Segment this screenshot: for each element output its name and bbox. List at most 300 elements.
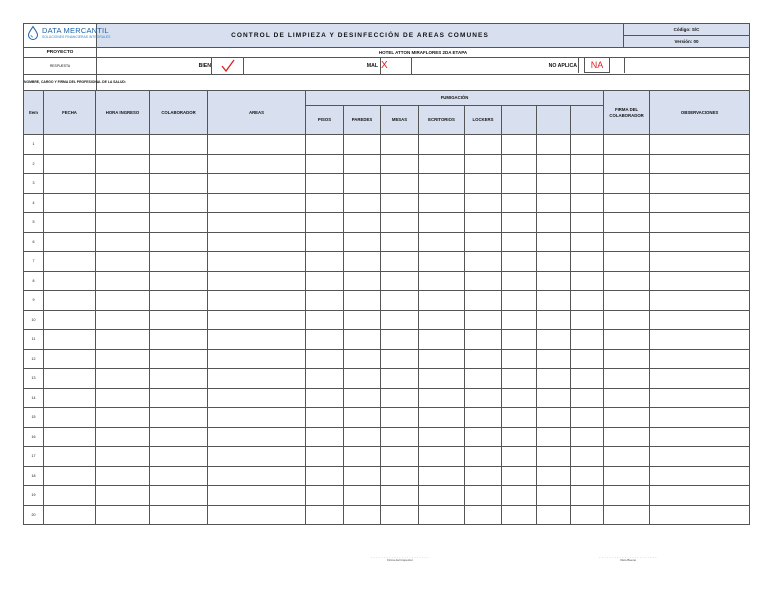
table-cell[interactable] — [419, 447, 465, 467]
table-cell[interactable] — [465, 349, 502, 369]
table-cell[interactable] — [96, 252, 150, 272]
table-cell[interactable] — [604, 193, 650, 213]
table-cell[interactable] — [44, 330, 96, 350]
table-cell[interactable] — [571, 291, 604, 311]
table-cell[interactable] — [537, 369, 571, 389]
table-cell[interactable] — [571, 466, 604, 486]
table-cell[interactable] — [650, 466, 750, 486]
table-cell[interactable] — [344, 213, 381, 233]
table-cell[interactable] — [571, 193, 604, 213]
table-cell[interactable] — [344, 486, 381, 506]
table-row — [24, 135, 750, 155]
table-cell[interactable] — [571, 427, 604, 447]
table-cell[interactable] — [306, 310, 344, 330]
row-item-number: 9 — [24, 291, 44, 311]
table-cell[interactable] — [344, 466, 381, 486]
table-cell[interactable] — [502, 232, 537, 252]
table-cell[interactable] — [96, 447, 150, 467]
table-cell[interactable] — [381, 486, 419, 506]
table-cell[interactable] — [344, 388, 381, 408]
table-cell[interactable] — [306, 408, 344, 428]
table-cell[interactable] — [96, 174, 150, 194]
table-row — [24, 252, 750, 272]
table-cell[interactable] — [502, 388, 537, 408]
table-cell[interactable] — [650, 310, 750, 330]
subcol-paredes: PAREDES — [344, 106, 381, 135]
table-cell[interactable] — [419, 232, 465, 252]
table-cell[interactable] — [571, 388, 604, 408]
table-cell[interactable] — [208, 466, 306, 486]
table-cell[interactable] — [419, 271, 465, 291]
table-cell[interactable] — [650, 330, 750, 350]
table-cell[interactable] — [502, 330, 537, 350]
table-cell[interactable] — [96, 310, 150, 330]
table-cell[interactable] — [44, 408, 96, 428]
table-cell[interactable] — [381, 135, 419, 155]
row-item-number: 3 — [24, 174, 44, 194]
table-cell[interactable] — [537, 271, 571, 291]
table-cell[interactable] — [537, 174, 571, 194]
table-cell[interactable] — [96, 505, 150, 525]
subcol-lockers: LOCKERS — [465, 106, 502, 135]
row-item-number: 8 — [24, 271, 44, 291]
table-cell[interactable] — [150, 505, 208, 525]
table-cell[interactable] — [419, 252, 465, 272]
table-cell[interactable] — [571, 349, 604, 369]
table-cell[interactable] — [604, 154, 650, 174]
table-cell[interactable] — [502, 369, 537, 389]
table-cell[interactable] — [604, 252, 650, 272]
table-cell[interactable] — [537, 135, 571, 155]
table-cell[interactable] — [502, 310, 537, 330]
table-cell[interactable] — [502, 135, 537, 155]
table-cell[interactable] — [537, 447, 571, 467]
table-cell[interactable] — [571, 252, 604, 272]
table-cell[interactable] — [150, 174, 208, 194]
table-cell[interactable] — [419, 213, 465, 233]
table-cell[interactable] — [344, 232, 381, 252]
table-cell[interactable] — [650, 388, 750, 408]
table-cell[interactable] — [306, 154, 344, 174]
table-cell[interactable] — [44, 427, 96, 447]
table-cell[interactable] — [571, 447, 604, 467]
table-cell[interactable] — [604, 486, 650, 506]
table-cell[interactable] — [502, 291, 537, 311]
table-cell[interactable] — [537, 330, 571, 350]
table-cell[interactable] — [419, 291, 465, 311]
table-cell[interactable] — [150, 271, 208, 291]
table-cell[interactable] — [571, 154, 604, 174]
table-cell[interactable] — [150, 466, 208, 486]
table-cell[interactable] — [344, 330, 381, 350]
table-cell[interactable] — [96, 135, 150, 155]
table-cell[interactable] — [150, 252, 208, 272]
table-cell[interactable] — [150, 232, 208, 252]
table-cell[interactable] — [150, 447, 208, 467]
table-cell[interactable] — [537, 213, 571, 233]
table-cell[interactable] — [604, 213, 650, 233]
table-row — [24, 486, 750, 506]
table-cell[interactable] — [306, 486, 344, 506]
table-cell[interactable] — [306, 466, 344, 486]
table-cell[interactable] — [44, 193, 96, 213]
table-cell[interactable] — [96, 349, 150, 369]
table-cell[interactable] — [306, 193, 344, 213]
table-cell[interactable] — [465, 193, 502, 213]
table-cell[interactable] — [344, 135, 381, 155]
table-cell[interactable] — [571, 310, 604, 330]
table-cell[interactable] — [465, 291, 502, 311]
subcol-mesas: MESAS — [381, 106, 419, 135]
table-cell[interactable] — [465, 310, 502, 330]
table-cell[interactable] — [604, 291, 650, 311]
table-cell[interactable] — [344, 154, 381, 174]
table-cell[interactable] — [208, 349, 306, 369]
table-cell[interactable] — [96, 213, 150, 233]
row-item-number: 7 — [24, 252, 44, 272]
table-cell[interactable] — [604, 330, 650, 350]
table-cell[interactable] — [344, 369, 381, 389]
table-cell[interactable] — [306, 427, 344, 447]
table-cell[interactable] — [381, 369, 419, 389]
table-cell[interactable] — [419, 135, 465, 155]
table-cell[interactable] — [150, 388, 208, 408]
table-cell[interactable] — [571, 271, 604, 291]
table-cell[interactable] — [502, 271, 537, 291]
table-cell[interactable] — [419, 408, 465, 428]
table-cell[interactable] — [344, 193, 381, 213]
table-cell[interactable] — [96, 427, 150, 447]
table-cell[interactable] — [650, 271, 750, 291]
no-aplica-mark[interactable]: NA — [584, 57, 610, 73]
table-cell[interactable] — [344, 271, 381, 291]
table-cell[interactable] — [306, 505, 344, 525]
table-cell[interactable] — [44, 447, 96, 467]
table-cell[interactable] — [571, 174, 604, 194]
table-cell[interactable] — [502, 349, 537, 369]
table-cell[interactable] — [604, 310, 650, 330]
table-cell[interactable] — [44, 349, 96, 369]
table-cell[interactable] — [208, 135, 306, 155]
table-cell[interactable] — [44, 466, 96, 486]
table-cell[interactable] — [96, 486, 150, 506]
table-cell[interactable] — [96, 232, 150, 252]
table-cell[interactable] — [571, 505, 604, 525]
table-cell[interactable] — [96, 408, 150, 428]
table-cell[interactable] — [465, 154, 502, 174]
table-cell[interactable] — [465, 466, 502, 486]
table-cell[interactable] — [96, 291, 150, 311]
row-item-number: 1 — [24, 135, 44, 155]
table-cell[interactable] — [306, 291, 344, 311]
table-cell[interactable] — [419, 193, 465, 213]
table-cell[interactable] — [419, 505, 465, 525]
table-cell[interactable] — [502, 447, 537, 467]
table-cell[interactable] — [44, 291, 96, 311]
table-cell[interactable] — [381, 466, 419, 486]
bien-box[interactable] — [211, 57, 244, 75]
table-cell[interactable] — [650, 252, 750, 272]
table-cell[interactable] — [465, 447, 502, 467]
table-cell[interactable] — [44, 369, 96, 389]
table-cell[interactable] — [208, 310, 306, 330]
table-cell[interactable] — [96, 271, 150, 291]
table-cell[interactable] — [465, 330, 502, 350]
table-cell[interactable] — [150, 349, 208, 369]
table-cell[interactable] — [44, 252, 96, 272]
table-cell[interactable] — [306, 174, 344, 194]
table-cell[interactable] — [44, 388, 96, 408]
table-cell[interactable] — [150, 291, 208, 311]
table-cell[interactable] — [44, 174, 96, 194]
table-cell[interactable] — [306, 252, 344, 272]
table-cell[interactable] — [502, 193, 537, 213]
table-cell[interactable] — [44, 271, 96, 291]
table-cell[interactable] — [208, 369, 306, 389]
table-cell[interactable] — [208, 427, 306, 447]
table-cell[interactable] — [344, 252, 381, 272]
table-cell[interactable] — [306, 330, 344, 350]
table-cell[interactable] — [344, 408, 381, 428]
nombre-value[interactable] — [97, 75, 750, 91]
table-cell[interactable] — [502, 174, 537, 194]
table-cell[interactable] — [604, 505, 650, 525]
table-cell[interactable] — [381, 349, 419, 369]
table-cell[interactable] — [150, 193, 208, 213]
table-cell[interactable] — [650, 447, 750, 467]
table-cell[interactable] — [96, 330, 150, 350]
table-cell[interactable] — [604, 349, 650, 369]
table-cell[interactable] — [306, 213, 344, 233]
table-cell[interactable] — [571, 330, 604, 350]
table-cell[interactable] — [150, 369, 208, 389]
nombre-label: NOMBRE, CARGO Y FIRMA DEL PROFESIONAL DE LA SALUD: — [24, 75, 97, 91]
table-cell[interactable] — [150, 427, 208, 447]
table-cell[interactable] — [650, 174, 750, 194]
table-cell[interactable] — [381, 408, 419, 428]
table-cell[interactable] — [650, 349, 750, 369]
table-cell[interactable] — [344, 291, 381, 311]
table-cell[interactable] — [208, 271, 306, 291]
inspection-table — [23, 90, 750, 525]
table-cell[interactable] — [44, 135, 96, 155]
table-cell[interactable] — [604, 466, 650, 486]
table-cell[interactable] — [44, 486, 96, 506]
table-cell[interactable] — [537, 291, 571, 311]
table-cell[interactable] — [150, 486, 208, 506]
table-cell[interactable] — [537, 232, 571, 252]
table-cell[interactable] — [344, 174, 381, 194]
row-item-number: 10 — [24, 310, 44, 330]
table-cell[interactable] — [502, 427, 537, 447]
table-cell[interactable] — [465, 486, 502, 506]
table-cell[interactable] — [571, 135, 604, 155]
table-cell[interactable] — [604, 388, 650, 408]
table-cell[interactable] — [306, 447, 344, 467]
table-cell[interactable] — [96, 193, 150, 213]
table-cell[interactable] — [465, 174, 502, 194]
table-cell[interactable] — [537, 193, 571, 213]
table-cell[interactable] — [208, 154, 306, 174]
table-cell[interactable] — [208, 447, 306, 467]
table-cell[interactable] — [381, 330, 419, 350]
table-cell[interactable] — [465, 427, 502, 447]
table-cell[interactable] — [208, 408, 306, 428]
table-cell[interactable] — [44, 213, 96, 233]
table-cell[interactable] — [208, 330, 306, 350]
table-cell[interactable] — [650, 369, 750, 389]
table-cell[interactable] — [465, 505, 502, 525]
table-cell[interactable] — [44, 232, 96, 252]
table-cell[interactable] — [650, 193, 750, 213]
table-cell[interactable] — [465, 213, 502, 233]
table-cell[interactable] — [650, 135, 750, 155]
table-cell[interactable] — [502, 213, 537, 233]
table-cell[interactable] — [537, 427, 571, 447]
table-cell[interactable] — [419, 310, 465, 330]
mal-mark[interactable]: X — [380, 57, 412, 75]
table-cell[interactable] — [650, 213, 750, 233]
table-cell[interactable] — [465, 408, 502, 428]
table-cell[interactable] — [150, 135, 208, 155]
table-cell[interactable] — [650, 291, 750, 311]
table-cell[interactable] — [502, 252, 537, 272]
table-cell[interactable] — [537, 349, 571, 369]
table-cell[interactable] — [419, 486, 465, 506]
table-cell[interactable] — [604, 447, 650, 467]
table-cell[interactable] — [208, 193, 306, 213]
table-cell[interactable] — [650, 486, 750, 506]
table-cell[interactable] — [604, 369, 650, 389]
table-cell[interactable] — [381, 174, 419, 194]
table-cell[interactable] — [208, 232, 306, 252]
table-cell[interactable] — [150, 330, 208, 350]
table-cell[interactable] — [537, 154, 571, 174]
table-cell[interactable] — [381, 310, 419, 330]
table-cell[interactable] — [465, 388, 502, 408]
table-cell[interactable] — [381, 232, 419, 252]
table-cell[interactable] — [150, 154, 208, 174]
table-cell[interactable] — [306, 271, 344, 291]
table-cell[interactable] — [419, 427, 465, 447]
table-cell[interactable] — [381, 388, 419, 408]
table-cell[interactable] — [465, 232, 502, 252]
table-cell[interactable] — [306, 349, 344, 369]
table-cell[interactable] — [208, 291, 306, 311]
table-cell[interactable] — [502, 408, 537, 428]
table-cell[interactable] — [381, 271, 419, 291]
table-cell[interactable] — [419, 330, 465, 350]
table-cell[interactable] — [419, 369, 465, 389]
table-cell[interactable] — [381, 291, 419, 311]
table-cell[interactable] — [502, 154, 537, 174]
table-cell[interactable] — [537, 408, 571, 428]
table-cell[interactable] — [208, 486, 306, 506]
table-cell[interactable] — [306, 232, 344, 252]
table-cell[interactable] — [96, 369, 150, 389]
table-cell[interactable] — [604, 232, 650, 252]
table-cell[interactable] — [381, 213, 419, 233]
table-cell[interactable] — [419, 349, 465, 369]
table-cell[interactable] — [344, 310, 381, 330]
table-cell[interactable] — [650, 505, 750, 525]
table-cell[interactable] — [537, 252, 571, 272]
table-cell[interactable] — [650, 408, 750, 428]
table-cell[interactable] — [381, 505, 419, 525]
table-cell[interactable] — [381, 427, 419, 447]
table-cell[interactable] — [537, 466, 571, 486]
table-cell[interactable] — [571, 213, 604, 233]
table-cell[interactable] — [150, 310, 208, 330]
table-cell[interactable] — [419, 466, 465, 486]
table-cell[interactable] — [604, 135, 650, 155]
table-cell[interactable] — [419, 174, 465, 194]
table-cell[interactable] — [381, 447, 419, 467]
table-cell[interactable] — [571, 408, 604, 428]
table-cell[interactable] — [44, 505, 96, 525]
table-cell[interactable] — [344, 447, 381, 467]
table-cell[interactable] — [44, 154, 96, 174]
table-cell[interactable] — [306, 369, 344, 389]
table-cell[interactable] — [208, 505, 306, 525]
table-cell[interactable] — [381, 193, 419, 213]
table-cell[interactable] — [537, 388, 571, 408]
table-cell[interactable] — [502, 505, 537, 525]
table-cell[interactable] — [150, 213, 208, 233]
table-cell[interactable] — [502, 486, 537, 506]
table-cell[interactable] — [419, 388, 465, 408]
table-cell[interactable] — [604, 408, 650, 428]
table-cell[interactable] — [502, 466, 537, 486]
table-cell[interactable] — [465, 135, 502, 155]
table-cell[interactable] — [208, 213, 306, 233]
table-cell[interactable] — [96, 388, 150, 408]
table-cell[interactable] — [306, 135, 344, 155]
table-cell[interactable] — [344, 349, 381, 369]
mal-label: MAL — [366, 63, 378, 69]
table-cell[interactable] — [465, 271, 502, 291]
table-cell[interactable] — [571, 369, 604, 389]
table-cell[interactable] — [650, 232, 750, 252]
table-cell[interactable] — [465, 369, 502, 389]
row-item-number: 11 — [24, 330, 44, 350]
table-cell[interactable] — [537, 505, 571, 525]
table-cell[interactable] — [650, 427, 750, 447]
table-cell[interactable] — [208, 252, 306, 272]
table-cell[interactable] — [604, 174, 650, 194]
table-cell[interactable] — [650, 154, 750, 174]
table-cell[interactable] — [571, 486, 604, 506]
table-cell[interactable] — [381, 154, 419, 174]
table-cell[interactable] — [344, 505, 381, 525]
table-cell[interactable] — [419, 154, 465, 174]
table-cell[interactable] — [571, 232, 604, 252]
table-cell[interactable] — [208, 388, 306, 408]
table-cell[interactable] — [604, 271, 650, 291]
table-cell[interactable] — [465, 252, 502, 272]
table-cell[interactable] — [537, 310, 571, 330]
table-cell[interactable] — [96, 154, 150, 174]
table-cell[interactable] — [306, 388, 344, 408]
table-cell[interactable] — [208, 174, 306, 194]
table-cell[interactable] — [96, 466, 150, 486]
table-cell[interactable] — [150, 408, 208, 428]
table-cell[interactable] — [604, 427, 650, 447]
table-cell[interactable] — [344, 427, 381, 447]
table-cell[interactable] — [381, 252, 419, 272]
table-cell[interactable] — [537, 486, 571, 506]
table-cell[interactable] — [44, 310, 96, 330]
